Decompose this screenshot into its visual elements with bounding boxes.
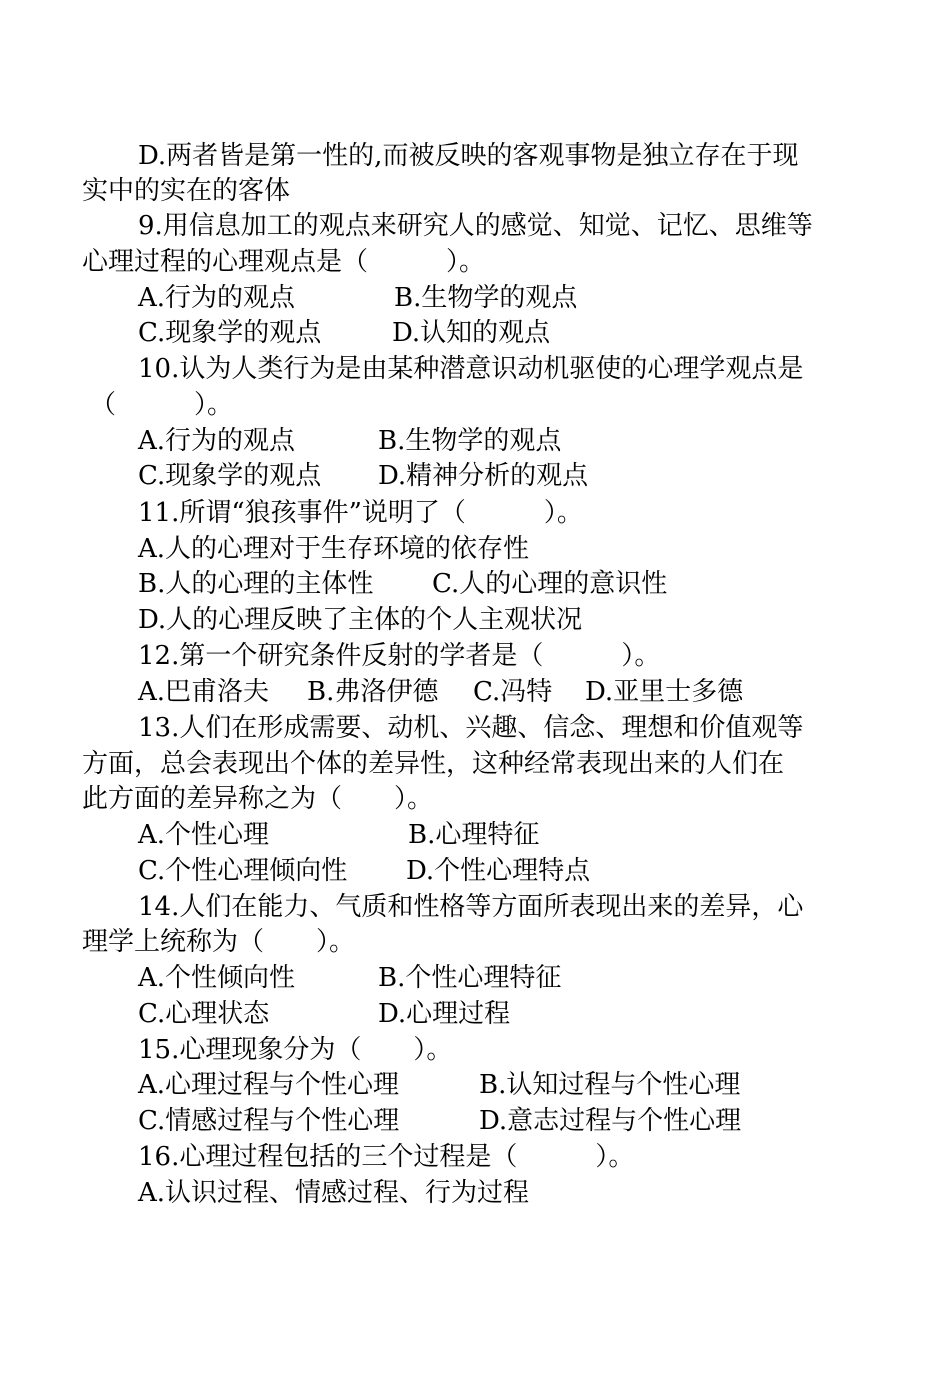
q9-option-b: B.生物学的观点	[394, 283, 578, 313]
q16-option-a: A.认识过程、情感过程、行为过程	[138, 1178, 530, 1208]
q11-stem: 11.所谓“狼孩事件”说明了（ ）。	[138, 498, 583, 528]
q9-option-d: D.认知的观点	[392, 318, 551, 348]
q11-option-a: A.人的心理对于生存环境的依存性	[138, 534, 530, 564]
q10-stem-line2: （ ）。	[90, 390, 234, 420]
q16-stem: 16.心理过程包括的三个过程是（ ）。	[138, 1142, 635, 1172]
q8-option-d-line1: D.两者皆是第一性的,而被反映的客观事物是独立存在于现	[138, 141, 799, 171]
q13-option-d: D.个性心理特点	[406, 856, 591, 886]
q10-option-b: B.生物学的观点	[378, 426, 562, 456]
q12-option-c: C.冯特	[473, 677, 553, 707]
q8-option-d-line2: 实中的实在的客体	[82, 176, 291, 206]
q13-stem-line3: 此方面的差异称之为（ ）。	[82, 784, 434, 814]
q11-option-c: C.人的心理的意识性	[432, 569, 668, 599]
q13-option-c: C.个性心理倾向性	[138, 856, 348, 886]
q10-option-a: A.行为的观点	[138, 426, 296, 456]
q15-option-a: A.心理过程与个性心理	[138, 1070, 400, 1100]
q14-option-a: A.个性倾向性	[138, 963, 296, 993]
q10-option-d: D.精神分析的观点	[378, 461, 589, 491]
q11-option-d: D.人的心理反映了主体的个人主观状况	[138, 605, 583, 635]
q14-stem-line2: 理学上统称为（ ）。	[82, 927, 356, 957]
q12-option-b: B.弗洛伊德	[307, 677, 439, 707]
q9-option-a: A.行为的观点	[138, 283, 296, 313]
q15-option-b: B.认知过程与个性心理	[479, 1070, 741, 1100]
q15-stem: 15.心理现象分为（ ）。	[138, 1035, 453, 1065]
q14-option-b: B.个性心理特征	[378, 963, 562, 993]
q15-option-d: D.意志过程与个性心理	[479, 1106, 742, 1136]
q9-stem-line2: 心理过程的心理观点是（ ）。	[82, 247, 486, 277]
q10-stem-line1: 10.认为人类行为是由某种潜意识动机驱使的心理学观点是	[138, 354, 804, 384]
q13-option-a: A.个性心理	[138, 820, 270, 850]
q13-stem-line2: 方面，总会表现出个体的差异性，这种经常表现出来的人们在	[82, 749, 785, 779]
q9-option-c: C.现象学的观点	[138, 318, 322, 348]
q10-option-c: C.现象学的观点	[138, 461, 322, 491]
q14-option-c: C.心理状态	[138, 999, 270, 1029]
q13-stem-line1: 13.人们在形成需要、动机、兴趣、信念、理想和价值观等	[138, 713, 804, 743]
q13-option-b: B.心理特征	[408, 820, 540, 850]
q14-option-d: D.心理过程	[378, 999, 511, 1029]
q12-option-a: A.巴甫洛夫	[138, 677, 270, 707]
q12-option-d: D.亚里士多德	[585, 677, 744, 707]
q11-option-b: B.人的心理的主体性	[138, 569, 374, 599]
q12-stem: 12.第一个研究条件反射的学者是（ ）。	[138, 641, 661, 671]
q15-option-c: C.情感过程与个性心理	[138, 1106, 400, 1136]
q14-stem-line1: 14.人们在能力、气质和性格等方面所表现出来的差异，心	[138, 892, 804, 922]
q9-stem-line1: 9.用信息加工的观点来研究人的感觉、知觉、记忆、思维等	[138, 211, 813, 241]
